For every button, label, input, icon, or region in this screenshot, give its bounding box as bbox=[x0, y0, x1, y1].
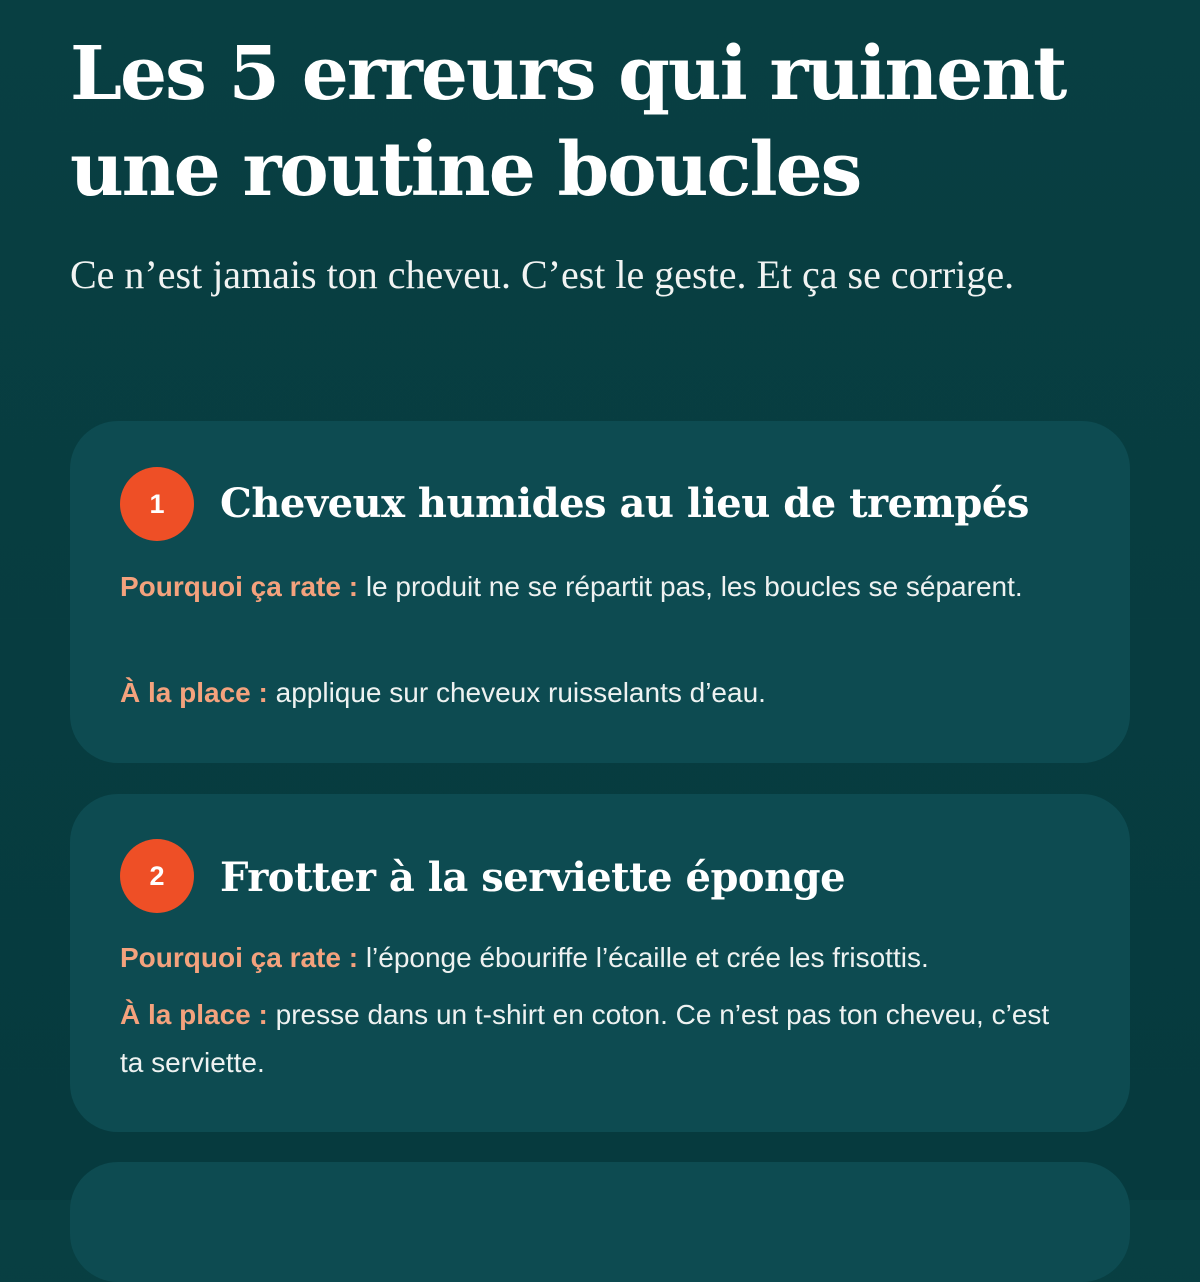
mistake-card-1 bbox=[70, 421, 1130, 763]
instead-paragraph bbox=[120, 669, 1070, 717]
instead-label: À la place : bbox=[120, 999, 268, 1030]
page-title: Les 5 erreurs qui ruinent une routine boucles bbox=[70, 31, 1066, 213]
mistake-title: Frotter à la serviette éponge bbox=[220, 854, 846, 901]
instead-label: À la place : bbox=[120, 677, 268, 708]
mistake-number-badge: 1 bbox=[120, 467, 194, 541]
why-label: Pourquoi ça rate : bbox=[120, 942, 359, 973]
why-paragraph bbox=[120, 563, 1070, 611]
mistake-number-badge: 2 bbox=[120, 839, 194, 913]
why-paragraph bbox=[120, 934, 1070, 982]
instead-text: applique sur cheveux ruisselants d’eau. bbox=[275, 677, 766, 708]
mistake-title: Cheveux humides au lieu de trempés bbox=[220, 480, 1029, 527]
instead-paragraph bbox=[120, 991, 1070, 1087]
why-label: Pourquoi ça rate : bbox=[120, 571, 359, 602]
instead-text: presse dans un t-shirt en coton. Ce n’est pas ton cheveu, c’est ta serviette. bbox=[120, 999, 1050, 1078]
why-text: le produit ne se répartit pas, les boucles se séparent. bbox=[365, 571, 1023, 602]
why-text: l’éponge ébouriffe l’écaille et crée les frisottis. bbox=[365, 942, 929, 973]
mistake-card-2 bbox=[70, 794, 1130, 1132]
page-subtitle: Ce n’est jamais ton cheveu. C’est le geste. Et ça se corrige. bbox=[70, 252, 1015, 297]
mistake-card-3-partial bbox=[70, 1162, 1130, 1282]
